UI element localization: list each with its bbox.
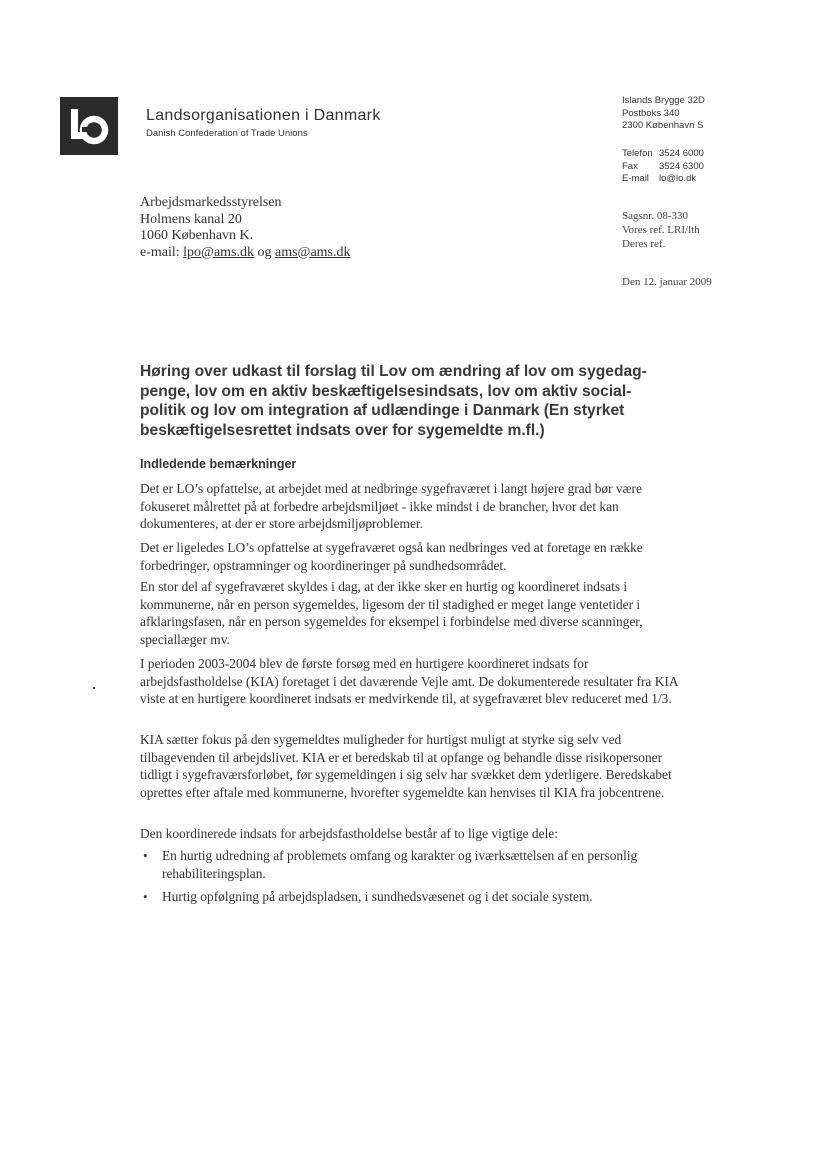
lo-logo-icon [60,97,118,155]
sender-contacts [622,148,704,186]
letter-title [140,362,700,440]
section-heading: Indledende bemærkninger [140,457,297,471]
list-item [140,847,685,882]
contact-label: Telefon [622,148,653,159]
org-subtitle: Danish Confederation of Trade Unions [146,128,308,139]
contact-label: E-mail [622,173,649,184]
address-line: Postboks 340 [622,107,680,119]
list-item-text: En hurtig udredning af problemets omfang og karakter og iværksættelsen af en personlig rehabiliteringsplan. [162,848,638,881]
email-join: og [254,244,275,260]
references [622,209,700,251]
email-link-2[interactable]: ams@ams.dk [275,244,351,260]
recipient-address [140,195,351,261]
sender-address [622,95,705,133]
letter-date: Den 12. januar 2009 [622,276,712,288]
paragraph: Det er ligeledes LO’s opfattelse at sygefraværet også kan nedbringes ved at foretage en række forbedringer, opstramninger og koordineringer på sundhedsområdet. [140,540,643,573]
case-number: Sagsnr. 08-330 [622,210,688,222]
lo-logo [60,97,118,155]
recipient-email-line [140,245,351,262]
list-item-text: Hurtig opfølgning på arbejdspladsen, i sundhedsvæsenet og i det sociale system. [162,889,593,904]
title-line: beskæftigelsesrettet indsats over for sygemeldte m.fl.) [140,421,545,439]
contact-fax [622,161,704,174]
recipient-street: Holmens kanal 20 [140,211,242,227]
your-reference: Deres ref. [622,238,666,250]
recipient-city: 1060 København K. [140,228,254,243]
contact-value: 3524 6000 [659,148,704,159]
email-link-1[interactable]: lpo@ams.dk [183,244,254,260]
address-line: 2300 København S [622,120,704,131]
contact-value: 3524 6300 [659,160,704,172]
address-line: Islands Brygge 32D [622,95,705,106]
email-prefix: e-mail: [140,244,184,260]
paragraph: Den koordinerede indsats for arbejdsfastholdelse består af to lige vigtige dele: [140,826,558,841]
contact-label: Fax [622,160,638,172]
list-item [140,888,685,906]
paragraph: I perioden 2003-2004 blev de første forsøg med en hurtigere koordineret indsats for arbejdsfastholdelse (KIA) foretaget i det daværende Vejle amt. De dokumenterede resultater fra KIA viste at en hurtigere koordineret indsats er medvirkende til, at sygefraværet blev reduceret med 1/3. [140,656,678,706]
org-name: Landsorganisationen i Danmark [146,107,381,124]
contact-email [622,173,704,186]
title-line: penge, lov om en aktiv beskæftigelsesindsats, lov om aktiv social- [140,382,632,400]
our-reference: Vores ref. LRI/lth [622,224,700,236]
title-line: Høring over udkast til forslag til Lov om ændring af lov om sygedag- [140,363,647,380]
scan-speck [93,687,95,689]
contact-phone [622,148,704,161]
contact-value[interactable]: lo@lo.dk [659,173,697,184]
bullet-icon: • [143,889,148,904]
paragraph: KIA sætter fokus på den sygemeldtes muligheder for hurtigst muligt at styrke sig selv ved tilbagevenden til arbejdslivet. KIA er et beredskab til at opfange og behandle disse risikopersoner tidligt i sygefraværsforløbet, før sygemeldingen i sig selv har svækket dem yderligere. Beredskabet oprettes efter aftale med kommunerne, hvorefter sygemeldte kan henvises til KIA fra jobcentrene. [140,732,672,800]
title-line: politik og lov om integration af udlændinge i Danmark (En styrket [140,402,625,419]
bullet-icon: • [143,848,148,863]
recipient-name: Arbejdsmarkedsstyrelsen [140,195,282,210]
paragraph: En stor del af sygefraværet skyldes i dag, at der ikke sker en hurtig og koordineret indsats i kommunerne, når en person sygemeldes, ligesom der til stadighed er meget lange ventetider i afklaringsfasen, når en person sygemeldes for eksempel i forbindelse med diverse scanninger, speciallæger mv. [140,579,643,647]
paragraph: Det er LO’s opfattelse, at arbejdet med at nedbringe sygefraværet i langt højere grad bør være fokuseret målrettet på at forbedre arbejdsmiljøet - ikke mindst i de brancher, hvor det kan dokumenteres, at der er store arbejdsmiljøproblemer. [140,481,642,531]
